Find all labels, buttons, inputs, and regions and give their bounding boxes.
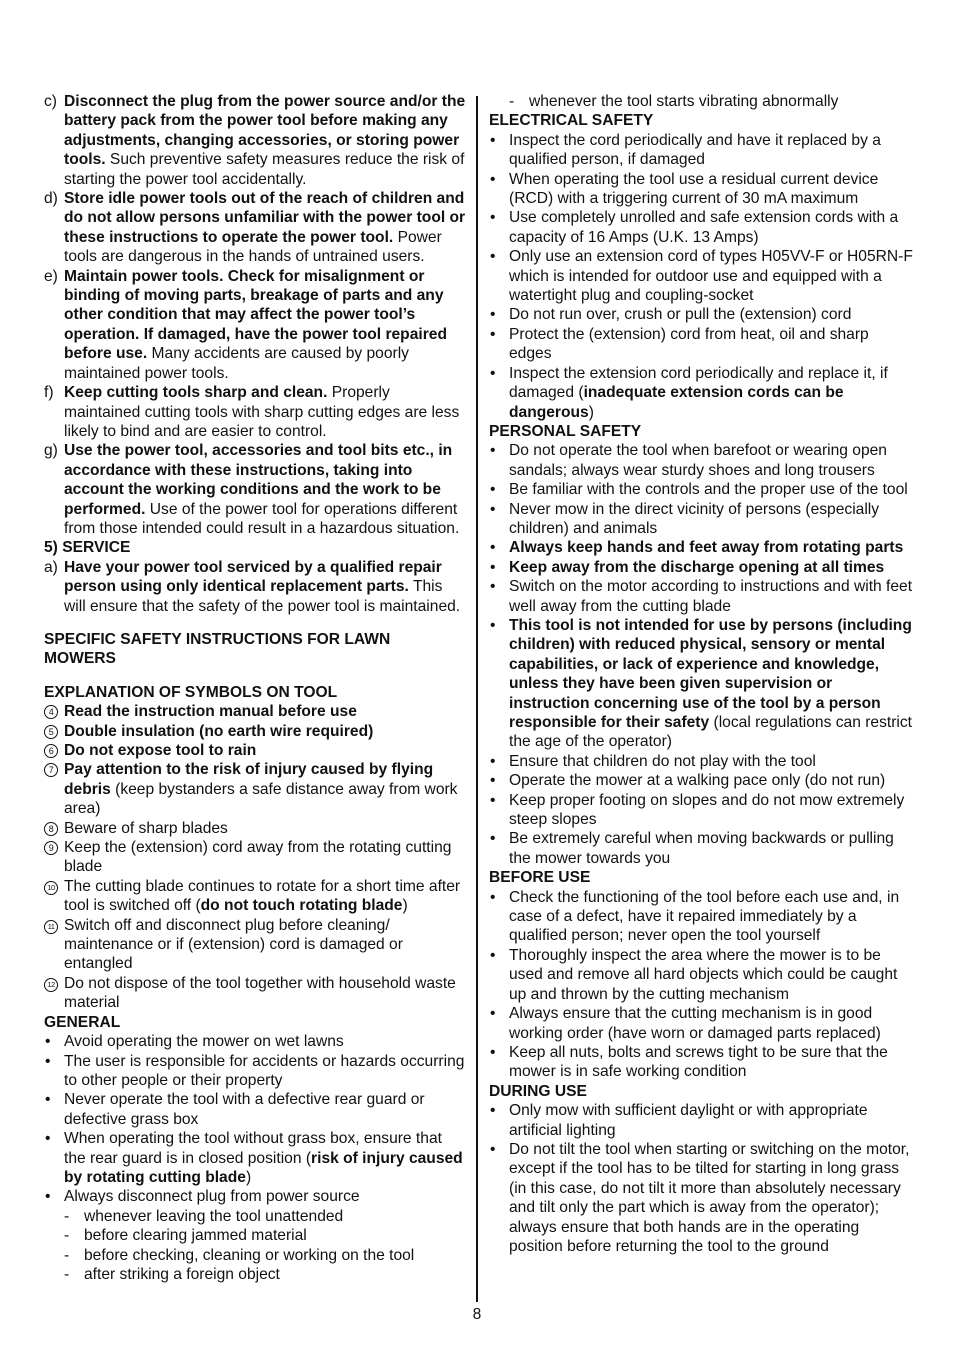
personal-item: • Ensure that children do not play with the tool	[490, 752, 816, 770]
circled-number-icon: 5	[44, 725, 58, 739]
circled-number-icon: 9	[44, 841, 58, 855]
before-use-item: • Check the functioning of the tool before each use and, in case of a defect, have it repaired immediately by a qualified person; never open the tool yourself	[490, 888, 900, 945]
circled-number-icon: 12	[44, 978, 58, 992]
instruction-item-f: f) Keep cutting tools sharp and clean. Properly maintained cutting tools with sharp cutting edges are less likely to bind and are easier to control.	[44, 384, 460, 440]
electrical-item: • Use completely unrolled and safe extension cords with a capacity of 16 Amps (U.K. 13 Amps)	[490, 209, 899, 246]
personal-item: • Switch on the motor according to instructions and with feet well away from the cutting blade	[490, 578, 913, 615]
column-divider	[476, 96, 478, 1302]
service-heading: 5) SERVICE	[44, 539, 131, 557]
bullet-icon: •	[490, 539, 496, 557]
symbol-item: 11 Switch off and disconnect plug before cleaning/ maintenance or if (extension) cord is damaged or entangled	[44, 916, 466, 974]
bullet-icon: •	[490, 1140, 496, 1158]
right-column	[489, 92, 913, 1256]
symbol-item: 6 Do not expose tool to rain	[44, 741, 466, 760]
symbol-item: 8 Beware of sharp blades	[44, 819, 466, 838]
general-item: • Avoid operating the mower on wet lawns	[45, 1033, 344, 1051]
bullet-icon: •	[490, 830, 496, 848]
dash-item: - before checking, cleaning or working on the tool	[64, 1246, 415, 1264]
electrical-safety-heading: ELECTRICAL SAFETY	[489, 112, 654, 130]
general-item: • Never operate the tool with a defective rear guard or defective grass box	[45, 1091, 425, 1128]
personal-item: • Be familiar with the controls and the proper use of the tool	[490, 481, 908, 499]
personal-item: • Always keep hands and feet away from rotating parts	[490, 539, 904, 557]
service-item-a: a) Have your power tool serviced by a qualified repair person using only identical replacement parts. This will ensure that the safety of the power tool is maintained.	[44, 558, 461, 615]
bullet-icon: •	[490, 772, 496, 790]
circled-number-icon: 7	[44, 763, 58, 777]
symbol-item: 9 Keep the (extension) cord away from the rotating cutting blade	[44, 838, 466, 877]
bullet-icon: •	[490, 578, 496, 596]
left-column	[44, 92, 466, 1284]
symbol-item: 5 Double insulation (no earth wire required)	[44, 722, 466, 741]
bullet-icon: •	[490, 209, 496, 227]
bullet-icon: •	[45, 1188, 51, 1206]
bullet-icon: •	[490, 500, 496, 518]
bullet-icon: •	[490, 1102, 496, 1120]
spacer	[44, 616, 466, 630]
bullet-icon: •	[490, 616, 496, 634]
dash-icon: -	[64, 1227, 70, 1245]
circled-number-icon: 6	[44, 744, 58, 758]
instruction-item-c: c) Disconnect the plug from the power source and/or the battery pack from the power tool before making any adjustments, changing accessories, or storing power tools. Such preventive safety measures reduce the risk of starting the power tool accidentally.	[44, 93, 466, 188]
personal-item: • Operate the mower at a walking pace only (do not run)	[490, 772, 886, 790]
personal-item: • Be extremely careful when moving backwards or pulling the mower towards you	[490, 830, 894, 867]
bullet-icon: •	[45, 1091, 51, 1109]
symbol-item: 10 The cutting blade continues to rotate for a short time after tool is switched off (do not touch rotating blade)	[44, 877, 466, 916]
general-item: • The user is responsible for accidents or hazards occurring to other people or their property	[45, 1052, 465, 1089]
personal-safety-heading: PERSONAL SAFETY	[489, 422, 642, 440]
electrical-item: • When operating the tool use a residual current device (RCD) with a triggering current of 30 mA maximum	[490, 170, 879, 208]
general-heading: GENERAL	[44, 1013, 121, 1031]
spacer	[44, 669, 466, 683]
personal-item: • Never mow in the direct vicinity of persons (especially children) and animals	[490, 500, 880, 537]
personal-item: • Keep away from the discharge opening at all times	[490, 558, 885, 576]
bullet-icon: •	[490, 170, 496, 188]
electrical-item: • Protect the (extension) cord from heat, oil and sharp edges	[490, 325, 869, 363]
general-item: • Always disconnect plug from power source	[45, 1188, 360, 1206]
during-use-item: • Do not tilt the tool when starting or switching on the motor, except if the tool has to be tilted for starting in long grass (in this case, do not tilt it more than absolutely necessary and tilt only the part which is away from the operator); always ensure that both hands are in the operating position before returning the tool to the ground	[490, 1140, 910, 1255]
bullet-icon: •	[490, 442, 496, 460]
dash-item: - whenever the tool starts vibrating abnormally	[509, 93, 839, 110]
dash-icon: -	[64, 1246, 70, 1264]
dash-icon: -	[509, 93, 515, 110]
instruction-item-g: g) Use the power tool, accessories and tool bits etc., in accordance with these instructions, taking into account the working conditions and the work to be performed. Use of the power tool for operations different from those intended could result in a hazardous situation.	[44, 442, 460, 537]
dash-item: - before clearing jammed material	[64, 1227, 307, 1245]
bullet-icon: •	[490, 791, 496, 809]
bullet-icon: •	[490, 364, 496, 382]
bullet-icon: •	[490, 131, 496, 149]
before-use-heading: BEFORE USE	[489, 869, 591, 887]
symbol-item: 4 Read the instruction manual before use	[44, 702, 466, 721]
general-item: • When operating the tool without grass box, ensure that the rear guard is in closed position (risk of injury caused by rotating cutting blade)	[45, 1130, 463, 1186]
bullet-icon: •	[490, 888, 496, 906]
instruction-item-d: d) Store idle power tools out of the reach of children and do not allow persons unfamiliar with the power tool or these instructions to operate the power tool. Power tools are dangerous in the hands of untrained users.	[44, 190, 466, 266]
bullet-icon: •	[490, 1005, 496, 1023]
specific-safety-heading: SPECIFIC SAFETY INSTRUCTIONS FOR LAWN MOWERS	[44, 630, 391, 668]
electrical-item: • Inspect the extension cord periodically and replace it, if damaged (inadequate extension cords can be dangerous)	[490, 364, 888, 421]
dash-item: - whenever leaving the tool unattended	[64, 1207, 344, 1225]
symbol-item: 12 Do not dispose of the tool together with household waste material	[44, 974, 466, 1013]
bullet-icon: •	[490, 248, 496, 266]
during-use-heading: DURING USE	[489, 1082, 587, 1100]
circled-number-icon: 10	[44, 881, 58, 895]
symbol-item: 7 Pay attention to the risk of injury caused by flying debris (keep bystanders a safe distance away from work area)	[44, 760, 466, 818]
circled-number-icon: 4	[44, 705, 58, 719]
bullet-icon: •	[490, 306, 496, 324]
circled-number-icon: 8	[44, 822, 58, 836]
bullet-icon: •	[490, 325, 496, 343]
bullet-icon: •	[490, 752, 496, 770]
during-use-item: • Only mow with sufficient daylight or with appropriate artificial lighting	[490, 1102, 868, 1139]
bullet-icon: •	[45, 1033, 51, 1051]
page-number: 8	[472, 1306, 482, 1323]
dash-item: - after striking a foreign object	[64, 1265, 280, 1283]
personal-item: • This tool is not intended for use by persons (including children) with reduced physical, sensory or mental capabilities, or lack of experience and knowledge, unless they have been given supervision or instruction concerning use of the tool by a person responsible for their safety (local regulations can restrict the age of the operator)	[490, 616, 912, 751]
bullet-icon: •	[490, 946, 496, 964]
electrical-item: • Only use an extension cord of types H05VV-F or H05RN-F which is intended for outdoor use and equipped with a watertight plug and coupling-socket	[490, 248, 913, 305]
instruction-item-e: e) Maintain power tools. Check for misalignment or binding of moving parts, breakage of parts and any other condition that may affect the power tool’s operation. If damaged, have the power tool repaired before use. Many accidents are caused by poorly maintained power tools.	[44, 267, 447, 382]
before-use-item: • Always ensure that the cutting mechanism is in good working order (have worn or damaged parts replaced)	[490, 1005, 881, 1042]
electrical-item: • Inspect the cord periodically and have it replaced by a qualified person, if damaged	[490, 131, 881, 169]
personal-item: • Do not operate the tool when barefoot or wearing open sandals; always wear sturdy shoes and long trousers	[490, 442, 887, 479]
symbols-heading: EXPLANATION OF SYMBOLS ON TOOL	[44, 683, 338, 701]
dash-icon: -	[64, 1265, 70, 1283]
electrical-item: • Do not run over, crush or pull the (extension) cord	[490, 306, 852, 324]
before-use-item: • Keep all nuts, bolts and screws tight to be sure that the mower is in safe working condition	[490, 1043, 888, 1081]
circled-number-icon: 11	[44, 920, 58, 934]
personal-item: • Keep proper footing on slopes and do not mow extremely steep slopes	[490, 791, 905, 829]
bullet-icon: •	[490, 481, 496, 499]
dash-icon: -	[64, 1207, 70, 1225]
before-use-item: • Thoroughly inspect the area where the mower is to be used and remove all hard objects which could be caught up and thrown by the cutting mechanism	[490, 946, 898, 1003]
bullet-icon: •	[45, 1052, 51, 1070]
bullet-icon: •	[490, 1043, 496, 1061]
bullet-icon: •	[45, 1130, 51, 1148]
bullet-icon: •	[490, 558, 496, 576]
